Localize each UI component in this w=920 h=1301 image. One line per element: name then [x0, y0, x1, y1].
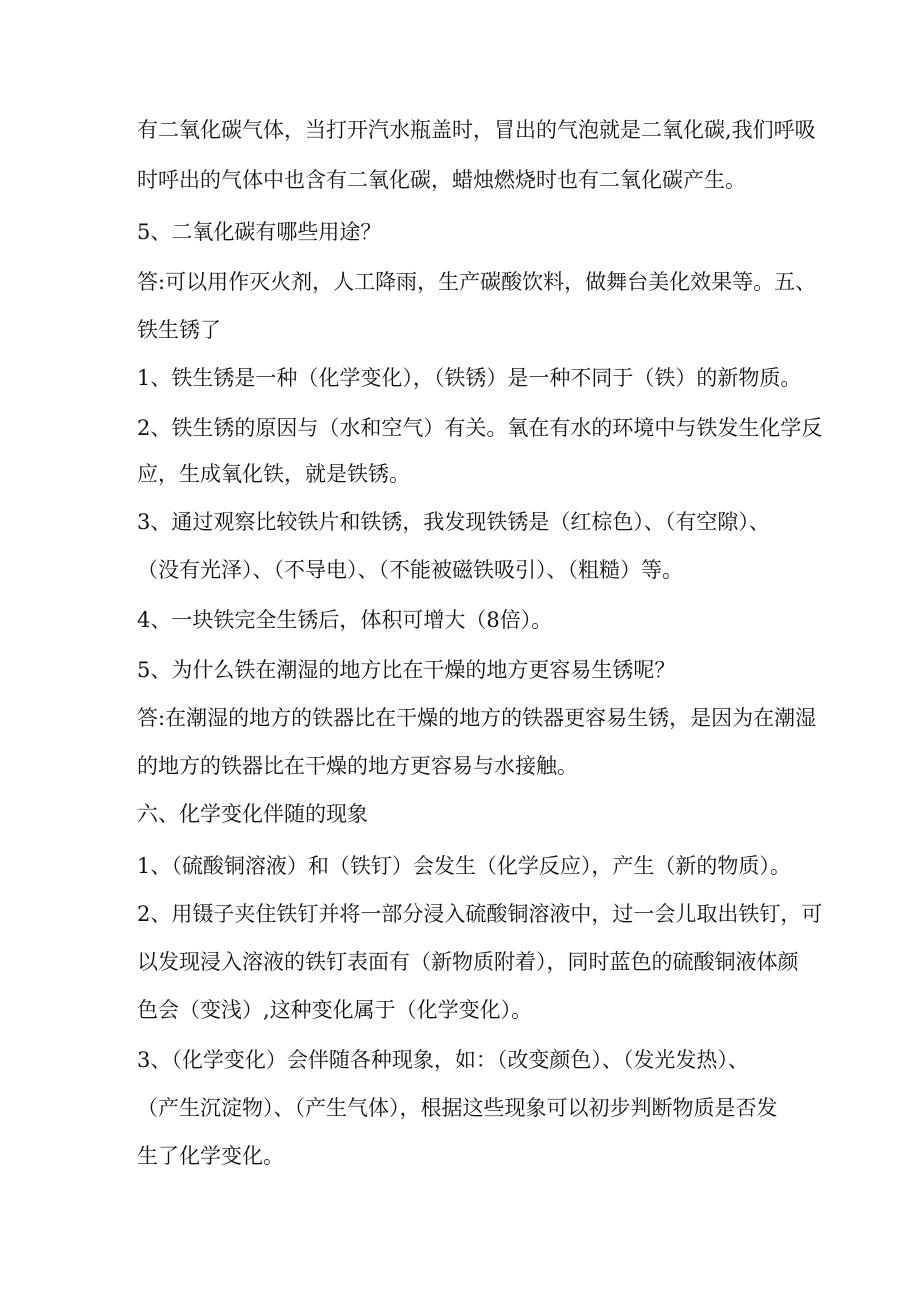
text-line: 4、一块铁完全生锈后，体积可增大（8倍）。: [137, 608, 553, 632]
text-line: 色会（变浅）,这种变化属于（化学变化）。: [137, 998, 533, 1022]
text-line: 答:在潮湿的地方的铁器比在干燥的地方的铁器更容易生锈，是因为在潮湿: [137, 706, 817, 730]
text-line: 生了化学变化。: [137, 1144, 284, 1168]
question-heading: 5、二氧化碳有哪些用途？: [137, 220, 382, 244]
text-line: 3、（化学变化）会伴随各种现象，如：（改变颜色）、（发光发热）、: [137, 1048, 749, 1072]
text-line: 1、（硫酸铜溶液）和（铁钉）会发生（化学反应），产生（新的物质）。: [137, 854, 791, 878]
text-line: 2、铁生锈的原因与（水和空气）有关。氧在有水的环境中与铁发生化学反: [137, 416, 823, 440]
text-line: 以发现浸入溶液的铁钉表面有（新物质附着），同时蓝色的硫酸铜液体颜: [137, 950, 799, 974]
text-line: （产生沉淀物）、（产生气体），根据这些现象可以初步判断物质是否发: [137, 1096, 778, 1120]
question-heading: 5、为什么铁在潮湿的地方比在干燥的地方更容易生锈呢？: [137, 658, 676, 682]
text-line: 1、铁生锈是一种（化学变化），（铁锈）是一种不同于（铁）的新物质。: [137, 366, 802, 390]
text-line: 2、用镊子夹住铁钉并将一部分浸入硫酸铜溶液中，过一会儿取出铁钉，可: [137, 902, 823, 926]
text-line: 的地方的铁器比在干燥的地方更容易与水接触。: [137, 754, 578, 778]
text-line: 3、通过观察比较铁片和铁锈，我发现铁锈是（红棕色）、（有空隙）、: [137, 510, 770, 534]
section-heading: 六、化学变化伴随的现象: [137, 802, 368, 826]
text-line: （没有光泽）、（不导电）、（不能被磁铁吸引）、（粗糙）等。: [137, 558, 683, 582]
text-line: 有二氧化碳气体，当打开汽水瓶盖时，冒出的气泡就是二氧化碳,我们呼吸: [137, 118, 816, 142]
text-line: 答:可以用作灭火剂，人工降雨，生产碳酸饮料，做舞台美化效果等。五、: [137, 270, 817, 294]
section-heading: 铁生锈了: [137, 318, 221, 342]
text-line: 应，生成氧化铁，就是铁锈。: [137, 462, 410, 486]
text-line: 时呼出的气体中也含有二氧化碳，蜡烛燃烧时也有二氧化碳产生。: [137, 168, 746, 192]
